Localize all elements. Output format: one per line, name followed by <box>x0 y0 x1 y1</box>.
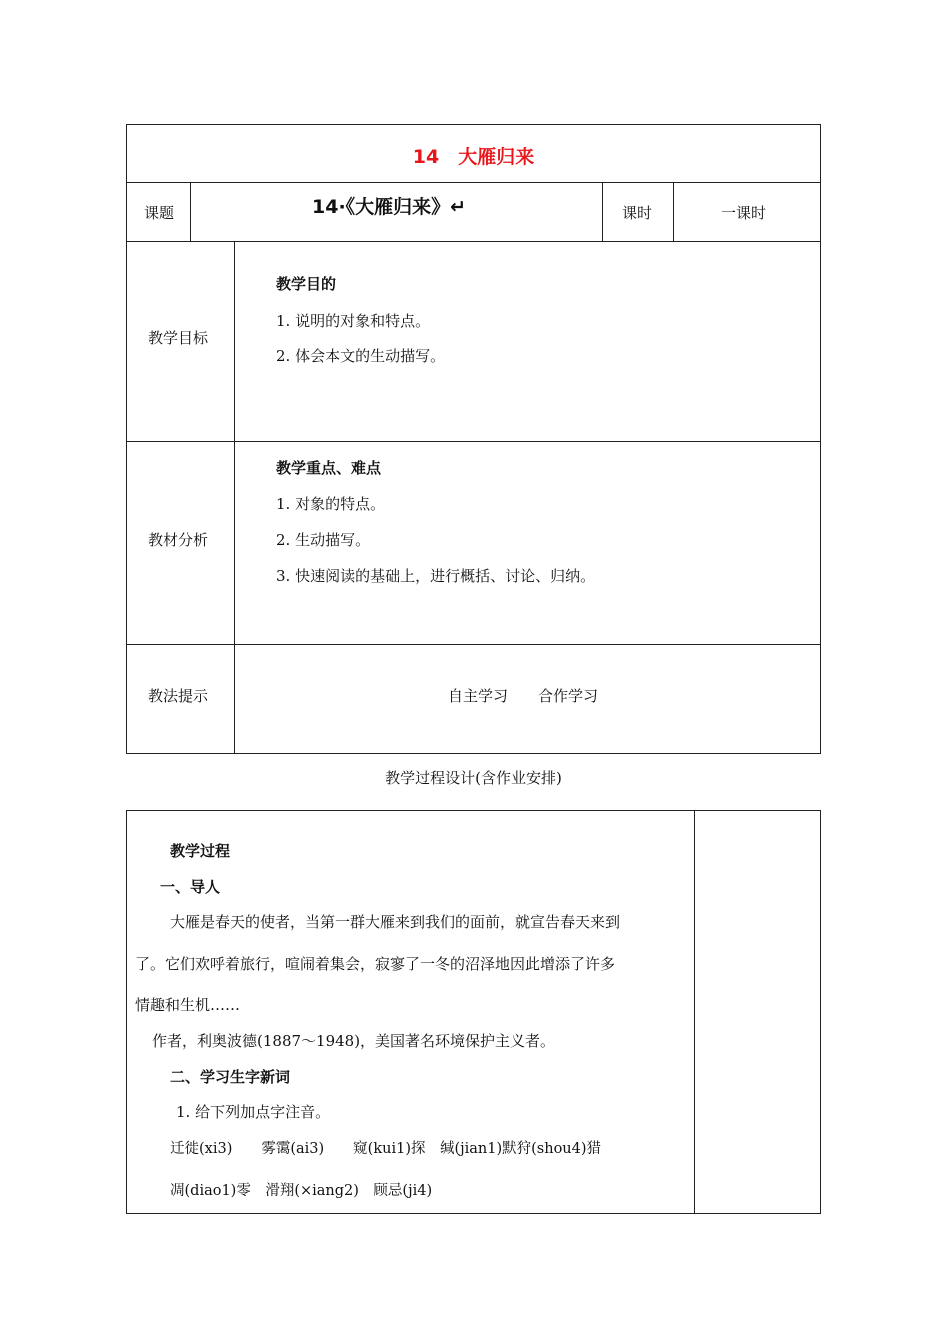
goals-heading: 教学目的 <box>276 275 337 293</box>
analysis-item: 2. 生动描写。 <box>276 531 371 549</box>
method-label: 教法提示 <box>148 687 209 705</box>
section-heading: 一、导人 <box>160 878 221 896</box>
course-label: 课题 <box>144 204 175 222</box>
table-border-right <box>820 124 821 754</box>
table-border-bottom <box>126 753 821 754</box>
section-heading: 二、学习生字新词 <box>170 1068 291 1086</box>
table-rule <box>673 182 674 242</box>
table-rule <box>602 182 603 242</box>
lesson-title: 14 大雁归来 <box>412 146 535 168</box>
goals-item: 2. 体会本文的生动描写。 <box>276 347 446 365</box>
period-value: 一课时 <box>721 204 767 222</box>
analysis-label: 教材分析 <box>148 531 209 549</box>
table-rule <box>126 441 821 442</box>
task-line: 1. 给下列加点字注音。 <box>176 1103 331 1121</box>
table-rule <box>126 182 821 183</box>
intro-line: 情趣和生机…… <box>135 996 241 1014</box>
table-border-right <box>820 810 821 1214</box>
table-border-top <box>126 124 821 125</box>
table-rule <box>190 182 191 242</box>
intro-line: 大雁是春天的使者，当第一群大雁来到我们的面前，就宣告春天来到 <box>170 913 621 931</box>
goals-item: 1. 说明的对象和特点。 <box>276 312 431 330</box>
table-border-left <box>126 810 127 1214</box>
table-border-bottom <box>126 1213 821 1214</box>
pinyin-line: 凋(diao1)零 滑翔(×iang2) 顾忌(ji4) <box>170 1183 433 1199</box>
process-heading: 教学过程 <box>170 842 231 860</box>
process-caption: 教学过程设计(含作业安排) <box>385 769 562 787</box>
intro-line: 了。它们欢呼着旅行，喧闹着集会，寂寥了一冬的沼泽地因此增添了许多 <box>135 955 616 973</box>
table-rule <box>126 644 821 645</box>
table-rule <box>694 810 695 1214</box>
course-title: 14·《大雁归来》↵ <box>312 196 467 218</box>
pinyin-line: 迁徙(xi3) 雾霭(ai3) 窥(kui1)探 缄(jian1)默狩(shou4)猎 <box>170 1141 602 1157</box>
author-line: 作者，利奥波德(1887～1948)，美国著名环境保护主义者。 <box>152 1032 556 1050</box>
table-rule <box>234 241 235 754</box>
period-label: 课时 <box>622 204 653 222</box>
table-border-left <box>126 124 127 754</box>
method-value: 自主学习 合作学习 <box>448 687 599 705</box>
analysis-item: 3. 快速阅读的基础上，进行概括、讨论、归纳。 <box>276 567 596 585</box>
table-rule <box>126 241 821 242</box>
analysis-item: 1. 对象的特点。 <box>276 495 386 513</box>
goals-label: 教学目标 <box>148 329 209 347</box>
analysis-heading: 教学重点、难点 <box>276 459 382 477</box>
table-border-top <box>126 810 821 811</box>
